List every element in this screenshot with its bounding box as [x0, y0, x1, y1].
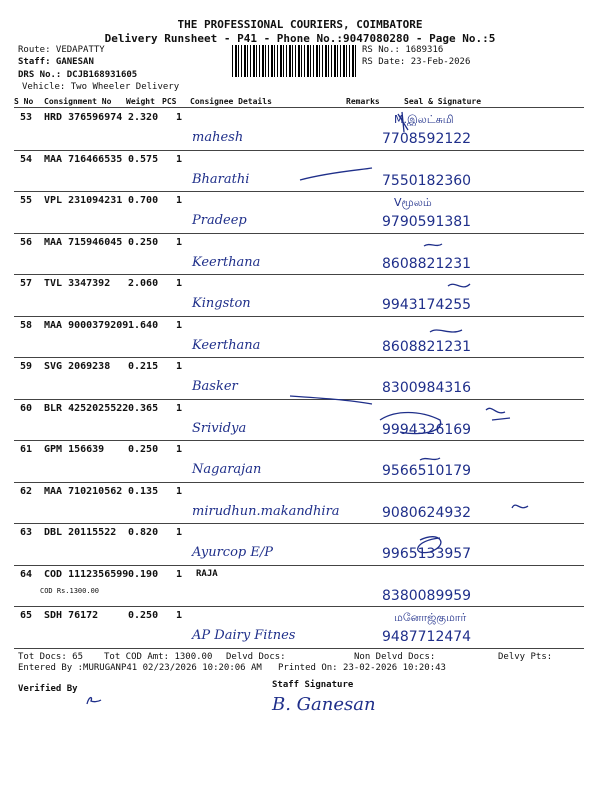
- row-divider: [14, 440, 584, 441]
- row-sno: 57: [20, 278, 33, 289]
- row-sno: 59: [20, 361, 33, 372]
- delvd-docs: Delvd Docs:: [226, 652, 286, 662]
- verified-by: Verified By: [18, 684, 78, 694]
- row-consignment-no: TVL 3347392: [44, 278, 111, 289]
- entered-by: Entered By :MURUGANP41 02/23/2026 10:20:06 AM: [18, 663, 262, 673]
- staff-label: Staff: GANESAN: [18, 57, 94, 67]
- pen-stroke: [486, 408, 510, 420]
- pen-stroke: [512, 505, 528, 508]
- row-consignee-name: RAJA: [196, 568, 218, 579]
- row-pcs: 1: [176, 527, 183, 538]
- row-pcs: 1: [176, 112, 183, 123]
- row-divider: [14, 482, 584, 483]
- row-consignment-no: SVG 2069238: [44, 361, 111, 372]
- row-phone-handwritten: 9965133957: [382, 546, 472, 562]
- row-pcs: 1: [176, 236, 183, 248]
- tot-cod: Tot COD Amt: 1300.00: [104, 652, 213, 662]
- row-weight: 0.250: [128, 610, 159, 621]
- row-phone-handwritten: 9487712474: [382, 629, 472, 645]
- row-consignment-no: BLR 4252025522: [44, 402, 129, 414]
- row-phone-handwritten: 8380089959: [382, 587, 472, 604]
- row-consignee-name: Basker: [192, 379, 238, 394]
- row-consignee-name: mirudhun.makandhira: [192, 503, 340, 519]
- row-divider: [14, 606, 584, 607]
- row-consignment-no: DBL 20115522: [44, 527, 117, 538]
- row-consignment-no: MAA 710210562: [44, 485, 123, 497]
- row-phone-handwritten: 9994326169: [382, 421, 472, 438]
- vehicle-label: Vehicle: Two Wheeler Delivery: [22, 82, 180, 92]
- delvy-pts: Delvy Pts:: [498, 652, 553, 662]
- row-sno: 63: [20, 527, 33, 538]
- printed-on: Printed On: 23-02-2026 10:20:43: [278, 663, 446, 673]
- pen-stroke: [424, 244, 442, 246]
- row-sno: 58: [20, 319, 33, 331]
- row-consignment-no: MAA 716466535: [44, 153, 123, 165]
- row-pcs: 1: [176, 319, 183, 331]
- runsheet-subtitle: Delivery Runsheet - P41 - Phone No.:9047080280 - Page No.:5: [104, 32, 496, 45]
- row-weight: 0.190: [128, 568, 159, 580]
- row-consignment-no: MAA 715946045: [44, 236, 123, 248]
- route-label: Route: VEDAPATTY: [18, 45, 105, 55]
- row-pcs: 1: [176, 444, 183, 455]
- row-pcs: 1: [176, 361, 183, 372]
- row-cod-amount: COD Rs.1300.00: [40, 586, 100, 595]
- row-pcs: 1: [176, 610, 183, 621]
- row-sno: 62: [20, 485, 33, 497]
- row-weight: 0.575: [128, 153, 159, 165]
- col-consignee: Consignee Details: [190, 97, 272, 106]
- tot-docs: Tot Docs: 65: [18, 652, 84, 662]
- row-phone-handwritten: 8608821231: [382, 255, 472, 272]
- row-consignment-no: MAA 9000379209: [44, 319, 129, 331]
- row-sno: 55: [20, 195, 33, 206]
- staff-signature-label: Staff Signature: [272, 680, 354, 690]
- row-divider: [14, 565, 584, 566]
- row-consignee-name: Pradeep: [192, 213, 247, 228]
- header-divider: [14, 107, 584, 108]
- row-consignment-no: SDH 76172: [44, 610, 99, 621]
- pen-stroke: [448, 284, 470, 287]
- row-divider: [14, 191, 584, 192]
- row-phone-handwritten: 9790591381: [382, 214, 472, 230]
- rs-date: RS Date: 23-Feb-2026: [362, 57, 471, 67]
- non-delvd-docs: Non Delvd Docs:: [354, 652, 436, 662]
- row-signature: M.இலட்சுமி: [394, 113, 454, 126]
- col-consignment: Consignment No: [44, 97, 112, 106]
- row-divider: [14, 523, 584, 524]
- row-sno: 54: [20, 153, 33, 165]
- row-consignee-name: Nagarajan: [192, 462, 262, 477]
- pen-stroke: [420, 458, 440, 460]
- row-divider: [14, 274, 584, 275]
- col-weight: Weight: [126, 97, 155, 106]
- row-divider: [14, 233, 584, 234]
- row-divider: [14, 399, 584, 400]
- row-consignee-name: Keerthana: [192, 254, 261, 270]
- row-consignment-no: VPL 231094231: [44, 195, 123, 206]
- row-divider: [14, 357, 584, 358]
- row-pcs: 1: [176, 278, 183, 289]
- verified-signature-mark: [84, 694, 104, 708]
- row-phone-handwritten: 9943174255: [382, 297, 472, 313]
- row-divider: [14, 648, 584, 649]
- rs-number: RS No.: 1689316: [362, 45, 444, 55]
- row-phone-handwritten: 7550182360: [382, 172, 472, 189]
- row-phone-handwritten: 8300984316: [382, 380, 472, 396]
- row-weight: 0.215: [128, 361, 159, 372]
- runsheet-title: THE PROFESSIONAL COURIERS, COIMBATORE: [177, 18, 423, 31]
- row-weight: 0.250: [128, 444, 159, 455]
- row-pcs: 1: [176, 153, 183, 165]
- row-weight: 2.060: [128, 278, 159, 289]
- row-weight: 2.320: [128, 112, 159, 123]
- row-divider: [14, 150, 584, 151]
- row-consignee-name: Keerthana: [192, 337, 261, 353]
- row-consignee-name: Srividya: [192, 420, 247, 436]
- row-sno: 53: [20, 112, 33, 123]
- row-signature: Vமூலம்: [394, 196, 432, 209]
- row-consignee-name: mahesh: [192, 130, 244, 145]
- col-remarks: Remarks: [346, 97, 380, 106]
- row-pcs: 1: [176, 485, 183, 497]
- staff-signature-hand: B. Ganesan: [272, 694, 376, 715]
- pen-stroke: [300, 168, 372, 180]
- barcode-image: [232, 45, 358, 77]
- row-sno: 64: [20, 568, 33, 580]
- pen-stroke: [290, 396, 372, 404]
- row-consignment-no: COD 1112356599: [44, 568, 129, 580]
- row-pcs: 1: [176, 402, 183, 414]
- row-phone-handwritten: 7708592122: [382, 131, 472, 147]
- row-sno: 60: [20, 402, 33, 414]
- col-sno: S No: [14, 97, 34, 106]
- row-phone-handwritten: 9566510179: [382, 463, 472, 479]
- row-weight: 0.365: [128, 402, 159, 414]
- row-consignee-name: Ayurcop E/P: [192, 545, 273, 560]
- col-signature: Seal & Signature: [404, 97, 482, 106]
- row-signature: மனோஜ்குமார்: [394, 611, 467, 624]
- row-consignee-name: Bharathi: [192, 171, 250, 187]
- row-phone-handwritten: 8608821231: [382, 338, 472, 355]
- row-sno: 65: [20, 610, 33, 621]
- row-phone-handwritten: 9080624932: [382, 504, 472, 521]
- row-weight: 1.640: [128, 319, 159, 331]
- pen-stroke: [430, 330, 462, 332]
- col-pcs: PCS: [162, 97, 177, 106]
- row-pcs: 1: [176, 568, 183, 580]
- row-weight: 0.135: [128, 485, 159, 497]
- row-consignment-no: GPM 156639: [44, 444, 105, 455]
- row-weight: 0.700: [128, 195, 159, 206]
- drs-number: DRS No.: DCJB168931605: [18, 70, 138, 80]
- row-consignee-name: Kingston: [192, 296, 251, 311]
- row-divider: [14, 316, 584, 317]
- row-consignee-name: AP Dairy Fitnes: [192, 628, 296, 643]
- row-weight: 0.820: [128, 527, 159, 538]
- row-weight: 0.250: [128, 236, 159, 248]
- row-sno: 61: [20, 444, 33, 455]
- row-sno: 56: [20, 236, 33, 248]
- row-pcs: 1: [176, 195, 183, 206]
- row-consignment-no: HRD 376596974: [44, 112, 123, 123]
